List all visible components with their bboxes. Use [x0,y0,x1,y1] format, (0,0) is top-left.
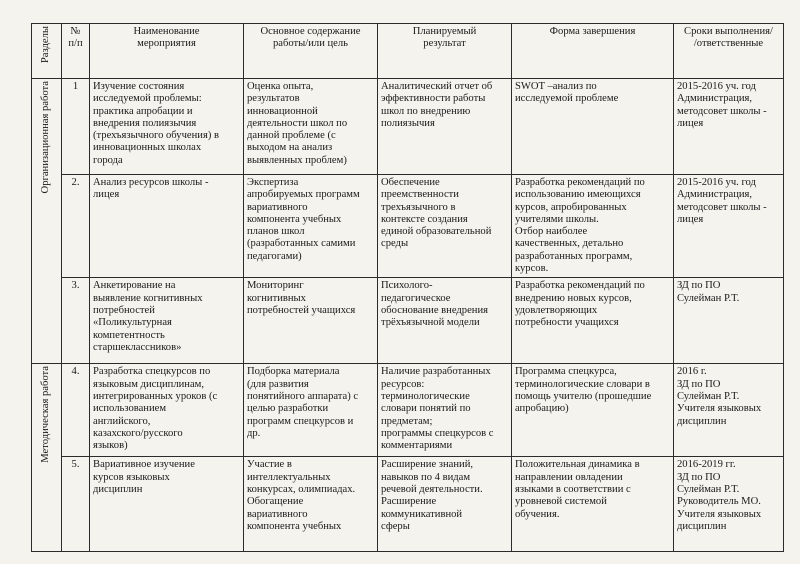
row-content: Участие в интеллектуальных конкурсах, олимпиадах. Обогащение вариативного компонента учебных [244,457,378,552]
table-row [32,278,784,364]
row-result: Наличие разработанных ресурсов: терминологические словари понятий по предметам; программы спецкурсов с комментариями [378,364,512,457]
header-content: Основное содержание работы/или цель [244,24,378,79]
row-number: 5. [62,457,90,552]
row-deadline: 2015-2016 уч. год Администрация, методсовет школы - лицея [674,175,784,278]
header-section: Разделы [32,24,62,79]
header-name: Наименование мероприятия [90,24,244,79]
row-form: Разработка рекомендаций по использованию имеющихся курсов, апробированных учителями школы. Отбор наиболее качественных, детально разработанных программ, курсов. [512,175,674,278]
header-deadline: Сроки выполнения/ /ответственные [674,24,784,79]
row-number: 2. [62,175,90,278]
header-num: № п/п [62,24,90,79]
header-row [32,24,784,79]
row-result: Расширение знаний, навыков по 4 видам речевой деятельности. Расширение коммуникативной сферы [378,457,512,552]
work-plan-table [31,23,784,552]
row-form: Программа спецкурса, терминологические словари в помощь учителю (прошедшие апробацию) [512,364,674,457]
row-result: Аналитический отчет об эффективности работы школ по внедрению полиязычия [378,79,512,175]
row-number: 4. [62,364,90,457]
row-name: Анкетирование на выявление когнитивных потребностей «Поликультурная компетентность старшеклассников» [90,278,244,364]
row-form: SWOT –анализ по исследуемой проблеме [512,79,674,175]
row-deadline: 2016 г. ЗД по ПО Сулейман Р.Т. Учителя языковых дисциплин [674,364,784,457]
table-row [32,364,784,457]
row-result: Психолого- педагогическое обоснование внедрения трёхъязычной модели [378,278,512,364]
table-row [32,79,784,175]
row-deadline: 2015-2016 уч. год Администрация, методсовет школы - лицея [674,79,784,175]
row-name: Вариативное изучение курсов языковых дисциплин [90,457,244,552]
row-form: Разработка рекомендаций по внедрению новых курсов, удовлетворяющих потребности учащихся [512,278,674,364]
row-content: Экспертиза апробируемых программ вариативного компонента учебных планов школ (разработанных самими педагогами) [244,175,378,278]
row-name: Анализ ресурсов школы - лицея [90,175,244,278]
header-result: Планируемый результат [378,24,512,79]
row-content: Оценка опыта, результатов инновационной деятельности школ по данной проблеме (с выходом на анализ выявленных проблем) [244,79,378,175]
row-form: Положительная динамика в направлении овладении языками в соответствии с уровневой системой обучения. [512,457,674,552]
row-deadline: ЗД по ПО Сулейман Р.Т. [674,278,784,364]
section-organizational: Организационная работа [32,79,62,364]
row-content: Мониторинг когнитивных потребностей учащихся [244,278,378,364]
header-form: Форма завершения [512,24,674,79]
row-deadline: 2016-2019 гг. ЗД по ПО Сулейман Р.Т. Руководитель МО. Учителя языковых дисциплин [674,457,784,552]
row-result: Обеспечение преемственности трехъязычного в контексте создания единой образовательной среды [378,175,512,278]
table-row [32,175,784,278]
row-number: 1 [62,79,90,175]
section-methodical: Методическая работа [32,364,62,552]
row-number: 3. [62,278,90,364]
row-name: Изучение состояния исследуемой проблемы: практика апробации и внедрения полиязычия (трехъязычного обучения) в инновационных школах города [90,79,244,175]
row-content: Подборка материала (для развития понятийного аппарата) с целью разработки программ спецкурсов и др. [244,364,378,457]
row-name: Разработка спецкурсов по языковым дисциплинам, интегрированных уроков (с использованием английского, казахского/русского языков) [90,364,244,457]
table-row [32,457,784,552]
